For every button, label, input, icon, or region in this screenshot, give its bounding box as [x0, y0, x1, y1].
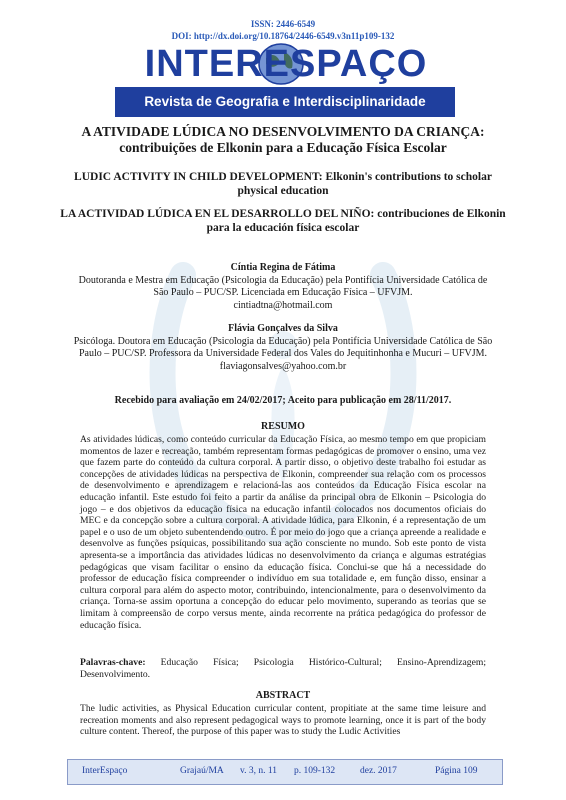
issn: ISSN: 2446-6549 [250, 19, 316, 29]
footer-volume: v. 3, n. 11 [240, 766, 278, 776]
resumo-heading: RESUMO [261, 421, 305, 432]
abstract-heading: ABSTRACT [255, 690, 311, 701]
abstract-text: The ludic activities, as Physical Education curricular content, propitiate at the same time leisure and recreation moments and also represent pedagogical ways to promote learning, once it is part of the body culture content. Thereof, the purpose of this paper was to study the Ludic Activities [80, 703, 486, 738]
author-block-1 [70, 262, 496, 312]
title-portuguese: A ATIVIDADE LÚDICA NO DESENVOLVIMENTO DA CRIANÇA: contribuições de Elkonin para a Educação Física Escolar [81, 124, 485, 155]
keywords [80, 657, 486, 681]
journal-subtitle: Revista de Geografia e Interdisciplinaridade [144, 94, 426, 109]
keywords-label: Palavras-chave: [80, 657, 146, 668]
journal-logo-title: INTERESPAÇO [144, 43, 428, 85]
author-affiliation: Psicóloga. Doutora em Educação (Psicologia da Educação) pela Pontifícia Universidade Católica de São Paulo – PUC/SP. Professora da Universidade Federal dos Vales do Jequitinhonha e Mucuri – UFVJM. [73, 335, 493, 359]
author-name: Cíntia Regina de Fátima [230, 262, 336, 273]
footer-pages: p. 109-132 [294, 766, 336, 776]
author-name: Flávia Gonçalves da Silva [228, 323, 338, 334]
author-affiliation: Doutoranda e Mestra em Educação (Psicologia da Educação) pela Pontifícia Universidade Católica de São Paulo – PUC/SP. Licenciada em Educação Física – UFVJM. [78, 274, 488, 298]
footer-date: dez. 2017 [360, 766, 397, 776]
keywords-text: Educação Física; Psicologia Histórico-Cultural; Ensino-Aprendizagem; Desenvolvimento. [80, 657, 486, 680]
footer-page-number: Página 109 [435, 766, 478, 776]
author-block-2 [70, 323, 496, 373]
author-email[interactable]: flaviagonsalves@yahoo.com.br [219, 360, 347, 372]
title-english: LUDIC ACTIVITY IN CHILD DEVELOPMENT: Elkonin's contributions to scholar physical education [74, 171, 492, 197]
doi-link[interactable]: DOI: http://dx.doi.org/10.18764/2446-6549.v3n11p109-132 [171, 31, 395, 41]
resumo-text: As atividades lúdicas, como conteúdo curricular da Educação Física, ao mesmo tempo em que propiciam momentos de lazer e recreação, também representam formas pedagógicas de promover o ensino, uma vez que fazem parte do conteúdo da cultura corporal. A partir disso, o objetivo deste trabalho foi estudar as concepções de atividades lúdicas na perspectiva de Elkonin, compreender sua relação com os processos de desenvolvimento e aprendizagem e relacioná-las aos conteúdos da Educação Física escolar na educação infantil. Este estudo foi feito a partir da análise da principal obra de Elkonin – Psicologia do jogo – e dos objetivos da educação física na educação infantil colocados nos documentos oficiais do MEC e da concepção sobre a cultura corporal. A atividade lúdica, para Elkonin, é a representação de um papel e o uso de um objeto subentendendo outro. É por meio do jogo que a criança apreende a realidade e desenvolve as funções psíquicas, possibilitando sua ação consciente no mundo. Sob este ponto de vista apresenta-se a importância das atividades lúdicas no desenvolvimento da criança e algumas estratégias pedagógicas que visam facilitar o ensino da educação física. Conclui-se que há a necessidade do professor de educação física compreender o indivíduo em sua totalidade e, em função disso, ensinar a cultura corporal para além do aspecto motor, contribuindo, intencionalmente, para o desenvolvimento da criança. Torna-se assim oportuna a concepção do educar pelo movimento, superando as teorias que se limitam à compreensão de corpo versus mente, ainda recorrente na prática pedagógica do professor de educação física. [80, 434, 486, 631]
received-dates: Recebido para avaliação em 24/02/2017; Aceito para publicação em 28/11/2017. [114, 395, 452, 406]
footer-city: Grajaú/MA [180, 766, 224, 776]
title-spanish: LA ACTIVIDAD LÚDICA EN EL DESARROLLO DEL NIÑO: contribuciones de Elkonin para la educación física escolar [60, 208, 506, 234]
footer-journal: InterEspaço [82, 766, 128, 776]
author-email[interactable]: cintiadtna@hotmail.com [233, 299, 333, 311]
